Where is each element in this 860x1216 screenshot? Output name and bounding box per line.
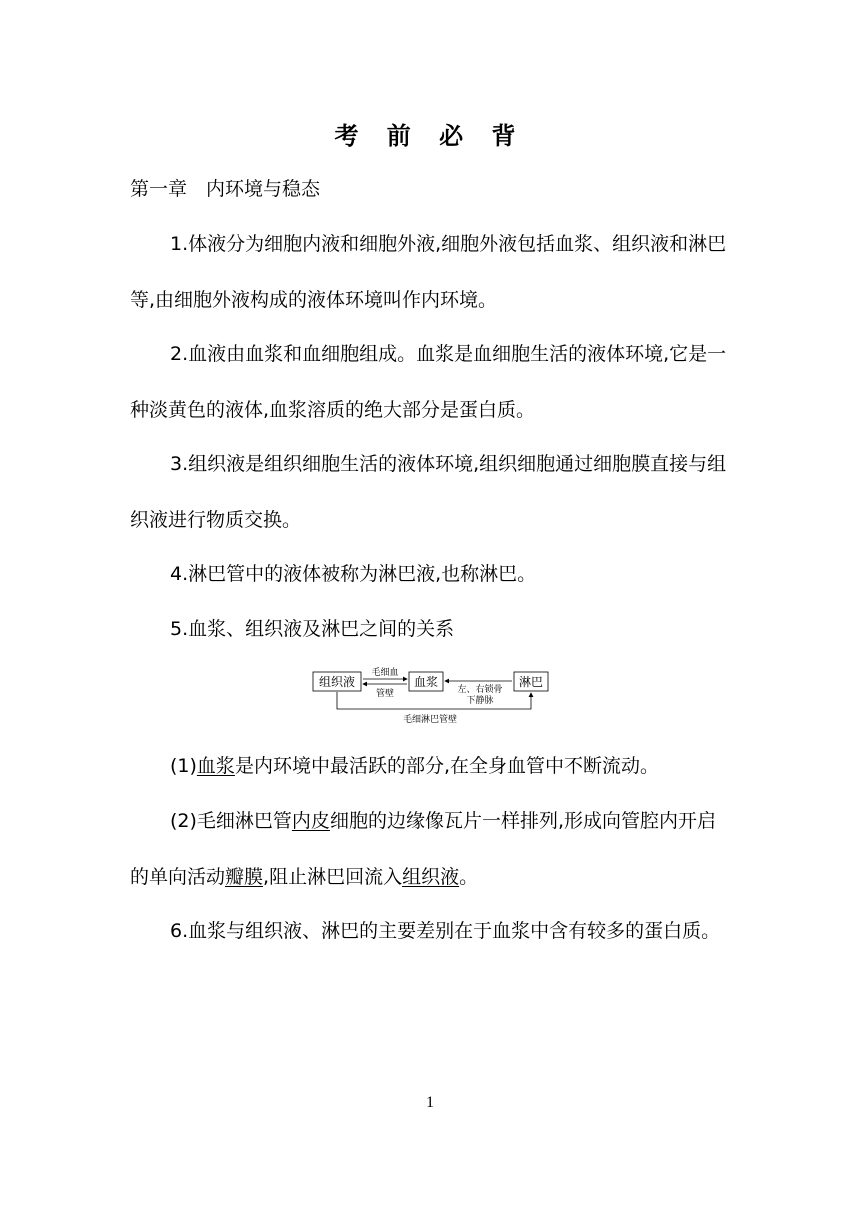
page-number: 1 — [426, 1094, 434, 1111]
sub-item-2-text-1: 细胞的边缘像瓦片一样排列,形成向管腔内开启的单向活动 — [130, 810, 716, 888]
chapter-heading: 第一章 内环境与稳态 — [130, 178, 321, 200]
node-tissue-label: 组织液 — [318, 675, 356, 689]
sub-item-2 — [130, 793, 730, 905]
node-plasma-label: 血浆 — [413, 675, 439, 689]
sub-item-2-prefix: (2)毛细淋巴管 — [170, 810, 292, 832]
paragraph-3: 3.组织液是组织细胞生活的液体环境,组织细胞通过细胞膜直接与组织液进行物质交换。 — [130, 453, 727, 531]
page-title: 考 前 必 背 — [334, 121, 526, 150]
sub-item-2-text-2: ,阻止淋巴回流入 — [263, 866, 403, 888]
sub-item-2-underline-2: 瓣膜 — [225, 866, 264, 888]
paragraph-4: 4.淋巴管中的液体被称为淋巴液,也称淋巴。 — [170, 563, 537, 585]
edge-capillary-bottom-label: 管壁 — [375, 689, 395, 699]
paragraph-2: 2.血液由血浆和血细胞组成。血浆是血细胞生活的液体环境,它是一种淡黄色的液体,血浆溶质的绝大部分是蛋白质。 — [130, 343, 727, 421]
edge-vein-bottom-label: 下静脉 — [466, 696, 494, 706]
sub-item-2-text-3: 。 — [459, 866, 479, 888]
sub-item-2-underline-3: 组织液 — [402, 866, 460, 888]
paragraph-1: 1.体液分为细胞内液和细胞外液,细胞外液包括血浆、组织液和淋巴等,由细胞外液构成的液体环境叫作内环境。 — [130, 233, 727, 311]
sub-item-1-prefix: (1) — [170, 755, 197, 777]
sub-item-1-underline: 血浆 — [196, 755, 235, 777]
edge-vein-top-label: 左、右锁骨 — [457, 685, 503, 695]
sub-item-1 — [130, 738, 730, 794]
paragraph-6: 6.血浆与组织液、淋巴的主要差别在于血浆中含有较多的蛋白质。 — [170, 920, 721, 942]
edge-capillary-top-label: 毛细血 — [371, 668, 399, 678]
node-lymph-label: 淋巴 — [518, 675, 544, 689]
fluid-relationship-diagram — [312, 664, 552, 726]
sub-item-2-underline-1: 内皮 — [291, 810, 330, 832]
sub-item-1-text: 是内环境中最活跃的部分,在全身血管中不断流动。 — [234, 755, 659, 777]
edge-lymph-capillary-label: 毛细淋巴管壁 — [402, 715, 458, 725]
paragraph-5: 5.血浆、组织液及淋巴之间的关系 — [170, 618, 455, 640]
